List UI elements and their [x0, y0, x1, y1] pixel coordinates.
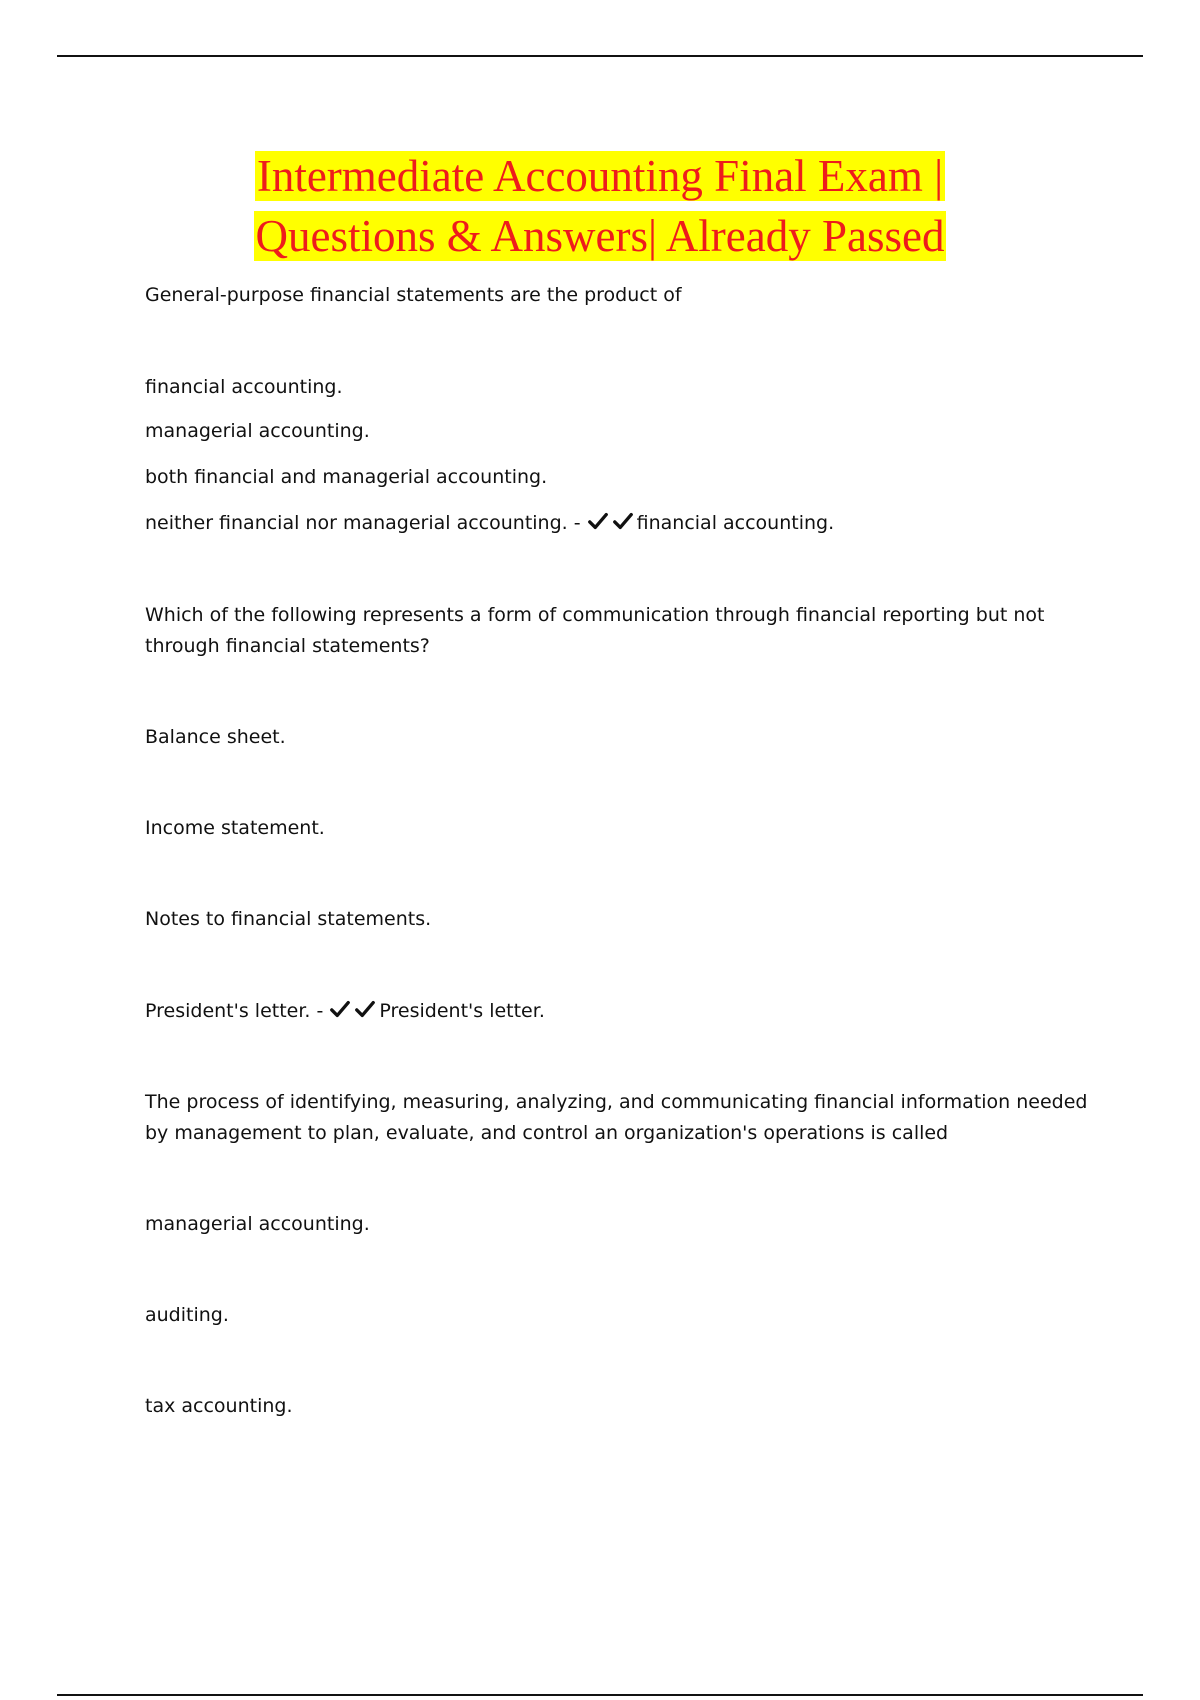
title-line-1: Intermediate Accounting Final Exam | — [256, 151, 944, 201]
answer-option-with-answer — [145, 508, 834, 539]
answer-option: managerial accounting. — [145, 420, 370, 442]
answer-option: President's letter. - — [145, 1000, 324, 1022]
answer-option: Notes to financial statements. — [145, 908, 432, 930]
correct-answer: financial accounting. — [636, 512, 835, 534]
answer-option: Income statement. — [145, 817, 325, 839]
answer-option: both financial and managerial accounting. — [145, 466, 548, 488]
checkmark-icon — [612, 510, 634, 532]
answer-option: neither financial nor managerial accounting. - — [145, 512, 581, 534]
answer-option: tax accounting. — [145, 1395, 293, 1417]
question-text: Which of the following represents a form of communication through financial reporting but not through financial statements? — [145, 604, 1045, 657]
question-text: General-purpose financial statements are the product of — [145, 284, 682, 306]
answer-option: auditing. — [145, 1304, 229, 1326]
answer-option: managerial accounting. — [145, 1213, 370, 1235]
bottom-rule — [57, 1694, 1143, 1696]
question-text: The process of identifying, measuring, analyzing, and communicating financial information needed by management to plan, evaluate, and control an organization's operations is called — [145, 1091, 1088, 1144]
title-line-2: Questions & Answers| Already Passed — [255, 211, 945, 261]
document-title — [0, 146, 1200, 266]
checkmark-icon — [354, 998, 376, 1020]
checkmark-icon — [329, 998, 351, 1020]
correct-answer: President's letter. — [379, 1000, 545, 1022]
checkmark-icon — [587, 510, 609, 532]
answer-option: financial accounting. — [145, 376, 343, 398]
answer-option-with-answer — [145, 996, 545, 1027]
top-rule — [57, 55, 1143, 57]
answer-option: Balance sheet. — [145, 726, 286, 748]
